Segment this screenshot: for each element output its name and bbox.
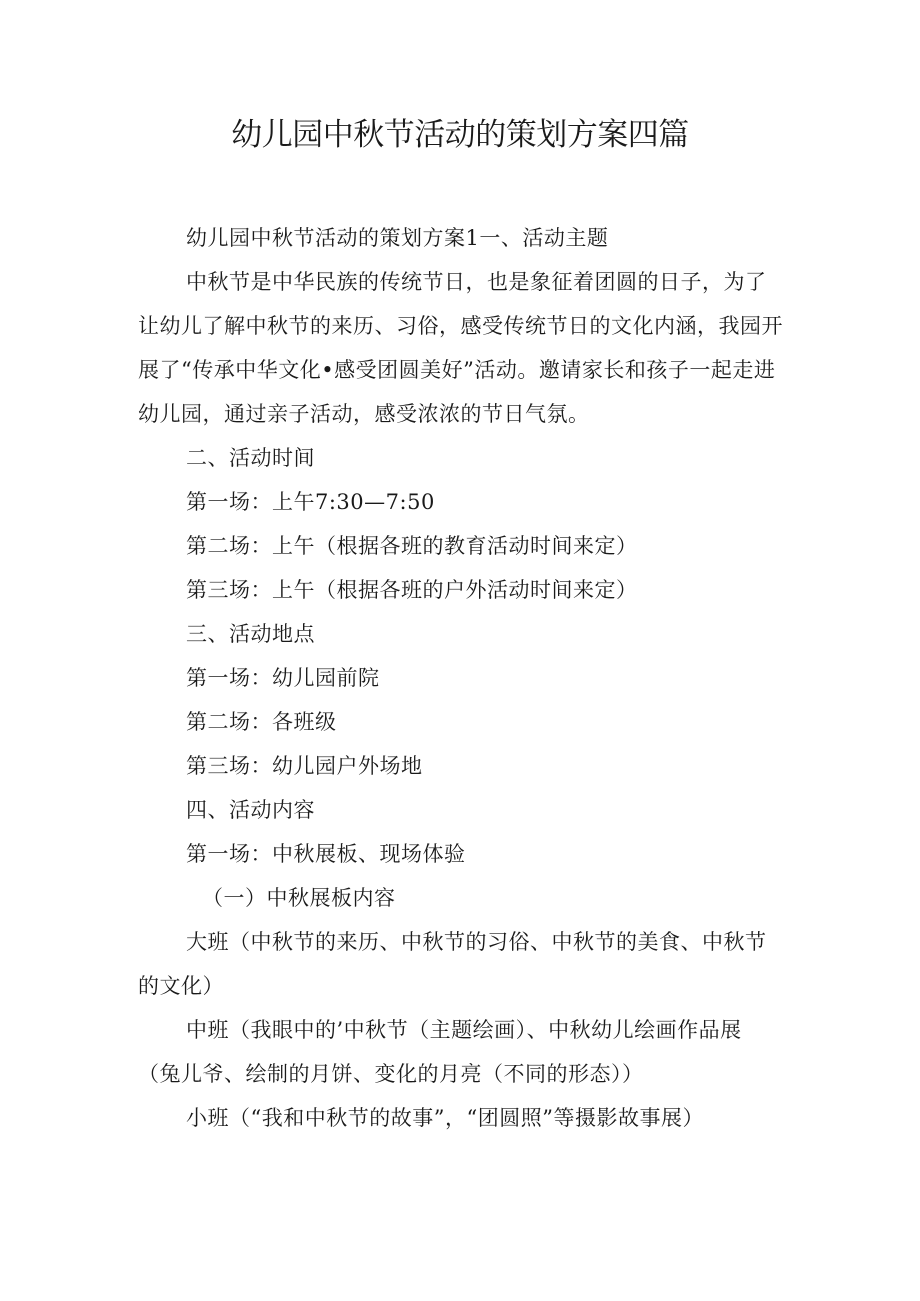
location-session-3: 第三场：幼儿园户外场地 — [186, 754, 423, 778]
heading-activity-content: 四、活动内容 — [186, 798, 315, 822]
subheading-display-board: （一）中秋展板内容 — [202, 886, 396, 910]
heading-activity-location: 三、活动地点 — [186, 622, 315, 646]
time-session-3: 第三场：上午（根据各班的户外活动时间来定） — [186, 578, 638, 602]
document-body — [138, 216, 784, 1140]
heading-activity-time: 二、活动时间 — [186, 446, 315, 470]
content-session-1: 第一场：中秋展板、现场体验 — [186, 842, 466, 866]
paragraph-senior-class: 大班（中秋节的来历、中秋节的习俗、中秋节的美食、中秋节的文化） — [138, 930, 767, 998]
location-session-1: 第一场：幼儿园前院 — [186, 666, 380, 690]
paragraph-middle-class: 中班（我眼中的’中秋节（主题绘画）、中秋幼儿绘画作品展（兔儿爷、绘制的月饼、变化的月亮（不同的形态）） — [138, 1018, 742, 1086]
time-session-2: 第二场：上午（根据各班的教育活动时间来定） — [186, 534, 638, 558]
document-title: 幼儿园中秋节活动的策划方案四篇 — [231, 117, 689, 153]
paragraph-intro-heading: 幼儿园中秋节活动的策划方案1一、活动主题 — [186, 226, 609, 250]
paragraph-theme: 中秋节是中华民族的传统节日，也是象征着团圆的日子，为了让幼儿了解中秋节的来历、习俗，感受传统节日的文化内涵，我园开展了“传承中华文化•感受团圆美好”活动。邀请家长和孩子一起走进幼儿园，通过亲子活动，感受浓浓的节日气氛。 — [138, 270, 783, 426]
location-session-2: 第二场：各班级 — [186, 710, 337, 734]
time-session-1: 第一场：上午7:30—7:50 — [186, 490, 435, 514]
paragraph-junior-class: 小班（“我和中秋节的故事”，“团圆照”等摄影故事展） — [186, 1106, 704, 1130]
